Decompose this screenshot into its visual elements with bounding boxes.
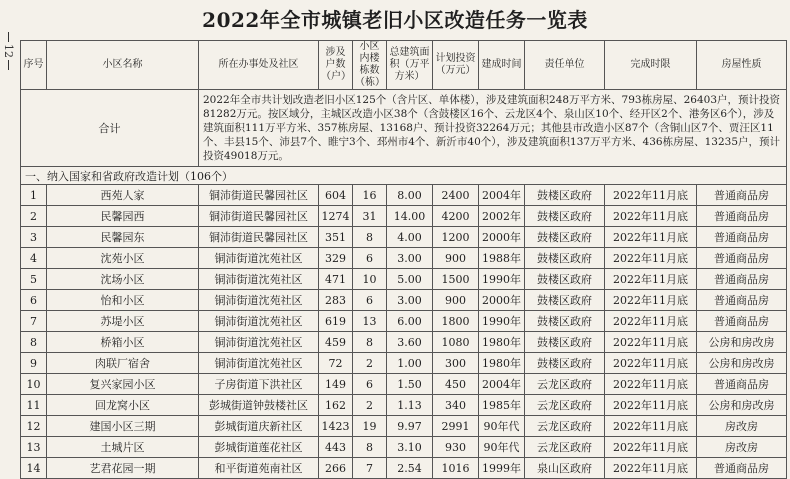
table-row bbox=[21, 185, 787, 206]
cell-area: 14.00 bbox=[387, 206, 433, 227]
cell-type: 房改房 bbox=[697, 416, 787, 437]
table-row bbox=[21, 353, 787, 374]
cell-buildings: 2 bbox=[353, 395, 387, 416]
cell-name: 苏堤小区 bbox=[47, 311, 199, 332]
cell-street: 铜沛街道沈苑社区 bbox=[199, 353, 319, 374]
cell-seq: 1 bbox=[21, 185, 47, 206]
cell-deadline: 2022年11月底 bbox=[605, 290, 697, 311]
header-street: 所在办事处及社区 bbox=[199, 41, 319, 90]
cell-type: 公房和房改房 bbox=[697, 395, 787, 416]
cell-seq: 8 bbox=[21, 332, 47, 353]
cell-unit: 云龙区政府 bbox=[525, 374, 605, 395]
table-row bbox=[21, 227, 787, 248]
cell-name: 肉联厂宿舍 bbox=[47, 353, 199, 374]
cell-buildings: 2 bbox=[353, 353, 387, 374]
table-row bbox=[21, 437, 787, 458]
cell-name: 建国小区三期 bbox=[47, 416, 199, 437]
cell-unit: 鼓楼区政府 bbox=[525, 332, 605, 353]
cell-deadline: 2022年11月底 bbox=[605, 353, 697, 374]
table-row bbox=[21, 248, 787, 269]
cell-street: 铜沛街道民馨园社区 bbox=[199, 185, 319, 206]
cell-unit: 泉山区政府 bbox=[525, 458, 605, 479]
cell-year: 1988年 bbox=[479, 248, 525, 269]
cell-year: 2000年 bbox=[479, 227, 525, 248]
cell-deadline: 2022年11月底 bbox=[605, 458, 697, 479]
table-row bbox=[21, 311, 787, 332]
cell-type: 普通商品房 bbox=[697, 290, 787, 311]
cell-area: 3.60 bbox=[387, 332, 433, 353]
cell-area: 6.00 bbox=[387, 311, 433, 332]
cell-households: 471 bbox=[319, 269, 353, 290]
cell-street: 铜沛街道民馨园社区 bbox=[199, 227, 319, 248]
header-investment: 计划投资（万元） bbox=[433, 41, 479, 90]
cell-households: 459 bbox=[319, 332, 353, 353]
cell-deadline: 2022年11月底 bbox=[605, 437, 697, 458]
cell-seq: 9 bbox=[21, 353, 47, 374]
cell-seq: 14 bbox=[21, 458, 47, 479]
cell-buildings: 13 bbox=[353, 311, 387, 332]
cell-year: 2000年 bbox=[479, 290, 525, 311]
cell-year: 1999年 bbox=[479, 458, 525, 479]
cell-seq: 11 bbox=[21, 395, 47, 416]
cell-area: 4.00 bbox=[387, 227, 433, 248]
cell-investment: 300 bbox=[433, 353, 479, 374]
cell-unit: 鼓楼区政府 bbox=[525, 353, 605, 374]
header-year: 建成时间 bbox=[479, 41, 525, 90]
cell-name: 艺君花园一期 bbox=[47, 458, 199, 479]
page-number-marker bbox=[2, 30, 14, 72]
table-body bbox=[21, 185, 787, 479]
table-row bbox=[21, 206, 787, 227]
cell-buildings: 8 bbox=[353, 437, 387, 458]
cell-street: 铜沛街道沈苑社区 bbox=[199, 290, 319, 311]
cell-households: 266 bbox=[319, 458, 353, 479]
header-deadline: 完成时限 bbox=[605, 41, 697, 90]
cell-buildings: 16 bbox=[353, 185, 387, 206]
cell-type: 公房和房改房 bbox=[697, 353, 787, 374]
cell-name: 沈场小区 bbox=[47, 269, 199, 290]
cell-unit: 云龙区政府 bbox=[525, 437, 605, 458]
cell-seq: 2 bbox=[21, 206, 47, 227]
cell-deadline: 2022年11月底 bbox=[605, 416, 697, 437]
cell-households: 604 bbox=[319, 185, 353, 206]
page-number: 12 bbox=[2, 44, 15, 58]
cell-households: 443 bbox=[319, 437, 353, 458]
cell-investment: 2991 bbox=[433, 416, 479, 437]
cell-year: 2004年 bbox=[479, 185, 525, 206]
cell-seq: 4 bbox=[21, 248, 47, 269]
cell-deadline: 2022年11月底 bbox=[605, 206, 697, 227]
page-title: 2022年全市城镇老旧小区改造任务一览表 bbox=[202, 8, 588, 32]
cell-seq: 6 bbox=[21, 290, 47, 311]
section-row bbox=[21, 167, 787, 185]
cell-street: 彭城街道钟鼓楼社区 bbox=[199, 395, 319, 416]
cell-area: 1.00 bbox=[387, 353, 433, 374]
cell-year: 2002年 bbox=[479, 206, 525, 227]
cell-buildings: 7 bbox=[353, 458, 387, 479]
cell-deadline: 2022年11月底 bbox=[605, 185, 697, 206]
cell-households: 351 bbox=[319, 227, 353, 248]
cell-investment: 450 bbox=[433, 374, 479, 395]
summary-text: 2022年全市共计划改造老旧小区125个（含片区、单体楼），涉及建筑面积248万平方米、793栋房屋、26403户，预计投资81282万元。按区域分，主城区改造小区38个（含鼓楼区16个、云龙区4个、泉山区10个、经开区2个、港务区6个），涉及建筑面积111万平方米、357栋房屋、13168户、预计投资32264万元；其他县市改造小区87个（含铜山区7个、贾汪区11个、丰县15个、沛县7个、睢宁3个、邳州市4个、新沂市40个），涉及建筑面积137万平方米、436栋房屋、13235户，预计投资49018万元。 bbox=[199, 90, 787, 167]
cell-street: 铜沛街道沈苑社区 bbox=[199, 269, 319, 290]
cell-unit: 鼓楼区政府 bbox=[525, 269, 605, 290]
cell-area: 3.00 bbox=[387, 290, 433, 311]
header-buildings: 小区内楼栋数（栋） bbox=[353, 41, 387, 90]
cell-buildings: 8 bbox=[353, 227, 387, 248]
cell-seq: 10 bbox=[21, 374, 47, 395]
cell-households: 162 bbox=[319, 395, 353, 416]
cell-unit: 鼓楼区政府 bbox=[525, 311, 605, 332]
section-title: 一、纳入国家和省政府改造计划（106个） bbox=[21, 167, 787, 185]
cell-year: 1990年 bbox=[479, 269, 525, 290]
cell-buildings: 6 bbox=[353, 248, 387, 269]
cell-year: 1980年 bbox=[479, 353, 525, 374]
cell-investment: 340 bbox=[433, 395, 479, 416]
header-households: 涉及户数（户） bbox=[319, 41, 353, 90]
cell-deadline: 2022年11月底 bbox=[605, 269, 697, 290]
cell-name: 民馨园东 bbox=[47, 227, 199, 248]
cell-area: 3.00 bbox=[387, 248, 433, 269]
cell-area: 1.50 bbox=[387, 374, 433, 395]
cell-buildings: 8 bbox=[353, 332, 387, 353]
cell-investment: 900 bbox=[433, 290, 479, 311]
cell-seq: 3 bbox=[21, 227, 47, 248]
table-header-row bbox=[21, 41, 787, 90]
cell-buildings: 19 bbox=[353, 416, 387, 437]
cell-investment: 2400 bbox=[433, 185, 479, 206]
header-type: 房屋性质 bbox=[697, 41, 787, 90]
cell-buildings: 31 bbox=[353, 206, 387, 227]
cell-deadline: 2022年11月底 bbox=[605, 374, 697, 395]
cell-street: 和平街道苑南社区 bbox=[199, 458, 319, 479]
cell-investment: 1080 bbox=[433, 332, 479, 353]
cell-type: 普通商品房 bbox=[697, 269, 787, 290]
cell-seq: 13 bbox=[21, 437, 47, 458]
cell-type: 普通商品房 bbox=[697, 311, 787, 332]
cell-name: 沈苑小区 bbox=[47, 248, 199, 269]
summary-row bbox=[21, 90, 787, 167]
cell-investment: 1016 bbox=[433, 458, 479, 479]
cell-seq: 5 bbox=[21, 269, 47, 290]
cell-investment: 1800 bbox=[433, 311, 479, 332]
cell-investment: 1500 bbox=[433, 269, 479, 290]
cell-investment: 1200 bbox=[433, 227, 479, 248]
cell-year: 1990年 bbox=[479, 311, 525, 332]
table-row bbox=[21, 290, 787, 311]
cell-type: 普通商品房 bbox=[697, 185, 787, 206]
cell-street: 铜沛街道沈苑社区 bbox=[199, 311, 319, 332]
table-row bbox=[21, 416, 787, 437]
cell-buildings: 6 bbox=[353, 290, 387, 311]
cell-year: 1985年 bbox=[479, 395, 525, 416]
cell-year: 1980年 bbox=[479, 332, 525, 353]
header-unit: 责任单位 bbox=[525, 41, 605, 90]
cell-type: 普通商品房 bbox=[697, 458, 787, 479]
cell-deadline: 2022年11月底 bbox=[605, 227, 697, 248]
cell-buildings: 10 bbox=[353, 269, 387, 290]
table-row bbox=[21, 395, 787, 416]
cell-unit: 鼓楼区政府 bbox=[525, 248, 605, 269]
cell-name: 复兴家园小区 bbox=[47, 374, 199, 395]
cell-households: 1274 bbox=[319, 206, 353, 227]
cell-street: 彭城街道莲花社区 bbox=[199, 437, 319, 458]
cell-type: 房改房 bbox=[697, 437, 787, 458]
cell-households: 619 bbox=[319, 311, 353, 332]
cell-investment: 930 bbox=[433, 437, 479, 458]
cell-name: 回龙窝小区 bbox=[47, 395, 199, 416]
cell-area: 9.97 bbox=[387, 416, 433, 437]
cell-type: 普通商品房 bbox=[697, 227, 787, 248]
cell-households: 72 bbox=[319, 353, 353, 374]
cell-buildings: 6 bbox=[353, 374, 387, 395]
cell-street: 铜沛街道民馨园社区 bbox=[199, 206, 319, 227]
cell-type: 普通商品房 bbox=[697, 206, 787, 227]
cell-name: 桥箱小区 bbox=[47, 332, 199, 353]
summary-label: 合计 bbox=[21, 90, 199, 167]
cell-area: 2.54 bbox=[387, 458, 433, 479]
table-row bbox=[21, 458, 787, 479]
header-area: 总建筑面积（万平方米） bbox=[387, 41, 433, 90]
cell-seq: 7 bbox=[21, 311, 47, 332]
header-name: 小区名称 bbox=[47, 41, 199, 90]
cell-seq: 12 bbox=[21, 416, 47, 437]
cell-year: 2004年 bbox=[479, 374, 525, 395]
cell-area: 8.00 bbox=[387, 185, 433, 206]
cell-unit: 鼓楼区政府 bbox=[525, 185, 605, 206]
cell-unit: 鼓楼区政府 bbox=[525, 206, 605, 227]
renovation-task-table bbox=[20, 40, 787, 479]
cell-deadline: 2022年11月底 bbox=[605, 248, 697, 269]
cell-name: 土城片区 bbox=[47, 437, 199, 458]
cell-type: 普通商品房 bbox=[697, 374, 787, 395]
cell-street: 铜沛街道沈苑社区 bbox=[199, 248, 319, 269]
cell-type: 公房和房改房 bbox=[697, 332, 787, 353]
cell-street: 铜沛街道沈苑社区 bbox=[199, 332, 319, 353]
cell-households: 283 bbox=[319, 290, 353, 311]
cell-type: 普通商品房 bbox=[697, 248, 787, 269]
cell-investment: 4200 bbox=[433, 206, 479, 227]
table-row bbox=[21, 269, 787, 290]
cell-name: 西苑人家 bbox=[47, 185, 199, 206]
cell-area: 1.13 bbox=[387, 395, 433, 416]
cell-deadline: 2022年11月底 bbox=[605, 332, 697, 353]
cell-deadline: 2022年11月底 bbox=[605, 395, 697, 416]
cell-households: 329 bbox=[319, 248, 353, 269]
cell-street: 彭城街道庆新社区 bbox=[199, 416, 319, 437]
cell-households: 149 bbox=[319, 374, 353, 395]
cell-deadline: 2022年11月底 bbox=[605, 311, 697, 332]
cell-area: 5.00 bbox=[387, 269, 433, 290]
cell-street: 子房街道下洪社区 bbox=[199, 374, 319, 395]
cell-households: 1423 bbox=[319, 416, 353, 437]
cell-year: 90年代 bbox=[479, 416, 525, 437]
cell-area: 3.10 bbox=[387, 437, 433, 458]
cell-name: 怡和小区 bbox=[47, 290, 199, 311]
cell-unit: 云龙区政府 bbox=[525, 395, 605, 416]
cell-unit: 鼓楼区政府 bbox=[525, 290, 605, 311]
cell-unit: 云龙区政府 bbox=[525, 416, 605, 437]
cell-investment: 900 bbox=[433, 248, 479, 269]
table-row bbox=[21, 374, 787, 395]
table-row bbox=[21, 332, 787, 353]
cell-name: 民馨园西 bbox=[47, 206, 199, 227]
header-seq: 序号 bbox=[21, 41, 47, 90]
cell-year: 90年代 bbox=[479, 437, 525, 458]
cell-unit: 鼓楼区政府 bbox=[525, 227, 605, 248]
